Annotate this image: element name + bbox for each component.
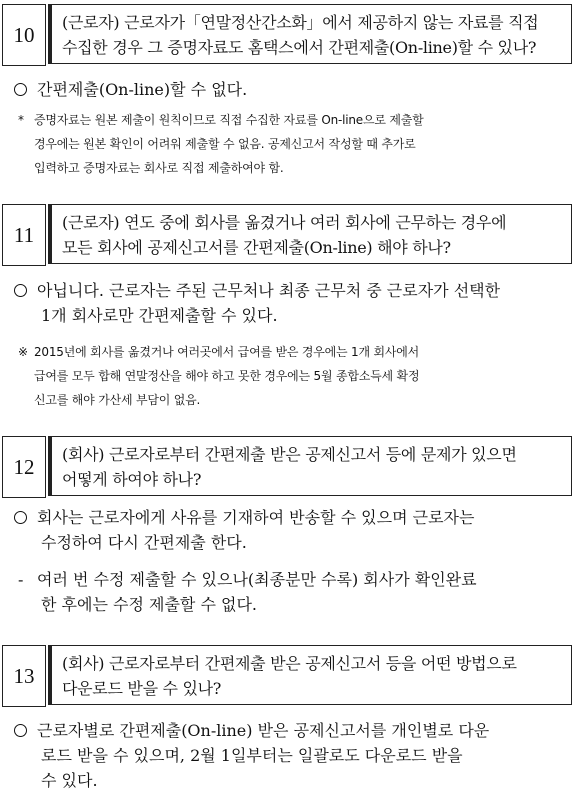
circle-bullet-icon xyxy=(14,511,27,524)
question-box xyxy=(48,204,572,264)
question-box xyxy=(48,645,572,705)
answer-line: 수 있다. xyxy=(41,771,98,790)
dash-line: 한 후에는 수정 제출할 수 없다. xyxy=(41,595,257,614)
question-header xyxy=(0,645,580,707)
answer-line: 간편제출(On-line)할 수 없다. xyxy=(37,80,248,99)
dash-line: 여러 번 수정 제출할 수 있으나(최종분만 수록) 회사가 확인완료 xyxy=(37,570,477,589)
qa-12 xyxy=(0,436,580,498)
answer-block xyxy=(14,278,574,328)
qa-11 xyxy=(0,204,580,266)
note-block xyxy=(18,108,574,180)
question-line: 수집한 경우 그 증명자료도 홈택스에서 간편제출(On-line)할 수 있나? xyxy=(62,38,537,57)
note-block xyxy=(18,340,574,412)
note-line: 입력하고 증명자료는 회사로 직접 제출하여야 함. xyxy=(34,161,284,175)
circle-bullet-icon xyxy=(14,284,27,297)
answer-block xyxy=(14,505,574,555)
note-line: 신고를 해야 가산세 부담이 없음. xyxy=(34,393,201,407)
question-number: 10 xyxy=(2,4,46,66)
answer-block xyxy=(14,718,574,793)
note-line: 급여를 모두 합해 연말정산을 해야 하고 못한 경우에는 5월 종합소득세 확정 xyxy=(34,369,420,383)
question-header xyxy=(0,436,580,498)
qa-10 xyxy=(0,4,580,66)
answer-line: 근로자별로 간편제출(On-line) 받은 공제신고서를 개인별로 다운 xyxy=(37,721,490,740)
answer-line: 로드 받을 수 있으며, 2월 1일부터는 일괄로도 다운로드 받을 xyxy=(41,746,463,765)
answer-line: 수정하여 다시 간편제출 한다. xyxy=(41,533,247,552)
answer-block xyxy=(14,77,574,102)
dash-block xyxy=(18,567,580,617)
question-line: 다운로드 받을 수 있나? xyxy=(62,679,222,698)
question-line: (근로자) 근로자가「연말정산간소화」에서 제공하지 않는 자료를 직접 xyxy=(62,13,539,32)
answer-line: 1개 회사로만 간편제출할 수 있다. xyxy=(41,306,278,325)
note-line: 2015년에 회사를 옮겼거나 여러곳에서 급여를 받은 경우에는 1개 회사에서 xyxy=(34,345,420,359)
qa-13 xyxy=(0,645,580,707)
note-line: 경우에는 원본 확인이 어려워 제출할 수 없음. 공제신고서 작성할 때 추가로 xyxy=(34,137,416,151)
question-line: 모든 회사에 공제신고서를 간편제출(On-line) 해야 하나? xyxy=(62,238,451,257)
answer-line: 아닙니다. 근로자는 주된 근무처나 최종 근무처 중 근로자가 선택한 xyxy=(37,281,501,300)
answer-line: 회사는 근로자에게 사유를 기재하여 반송할 수 있으며 근로자는 xyxy=(37,508,475,527)
circle-bullet-icon xyxy=(14,724,27,737)
question-line: (회사) 근로자로부터 간편제출 받은 공제신고서 등을 어떤 방법으로 xyxy=(62,654,517,673)
dash-mark: - xyxy=(18,570,24,589)
question-header xyxy=(0,4,580,66)
question-box xyxy=(48,4,572,64)
question-line: (근로자) 연도 중에 회사를 옮겼거나 여러 회사에 근무하는 경우에 xyxy=(62,213,507,232)
note-mark: ※ xyxy=(18,345,28,359)
question-box xyxy=(48,436,572,496)
question-header xyxy=(0,204,580,266)
question-number: 11 xyxy=(2,204,46,266)
question-line: (회사) 근로자로부터 간편제출 받은 공제신고서 등에 문제가 있으면 xyxy=(62,445,517,464)
note-line: 증명자료는 원본 제출이 원칙이므로 직접 수집한 자료를 On-line으로 제출할 xyxy=(34,113,424,127)
question-number: 13 xyxy=(2,645,46,707)
circle-bullet-icon xyxy=(14,83,27,96)
note-mark: * xyxy=(18,113,24,127)
question-number: 12 xyxy=(2,436,46,498)
question-line: 어떻게 하여야 하나? xyxy=(62,470,202,489)
